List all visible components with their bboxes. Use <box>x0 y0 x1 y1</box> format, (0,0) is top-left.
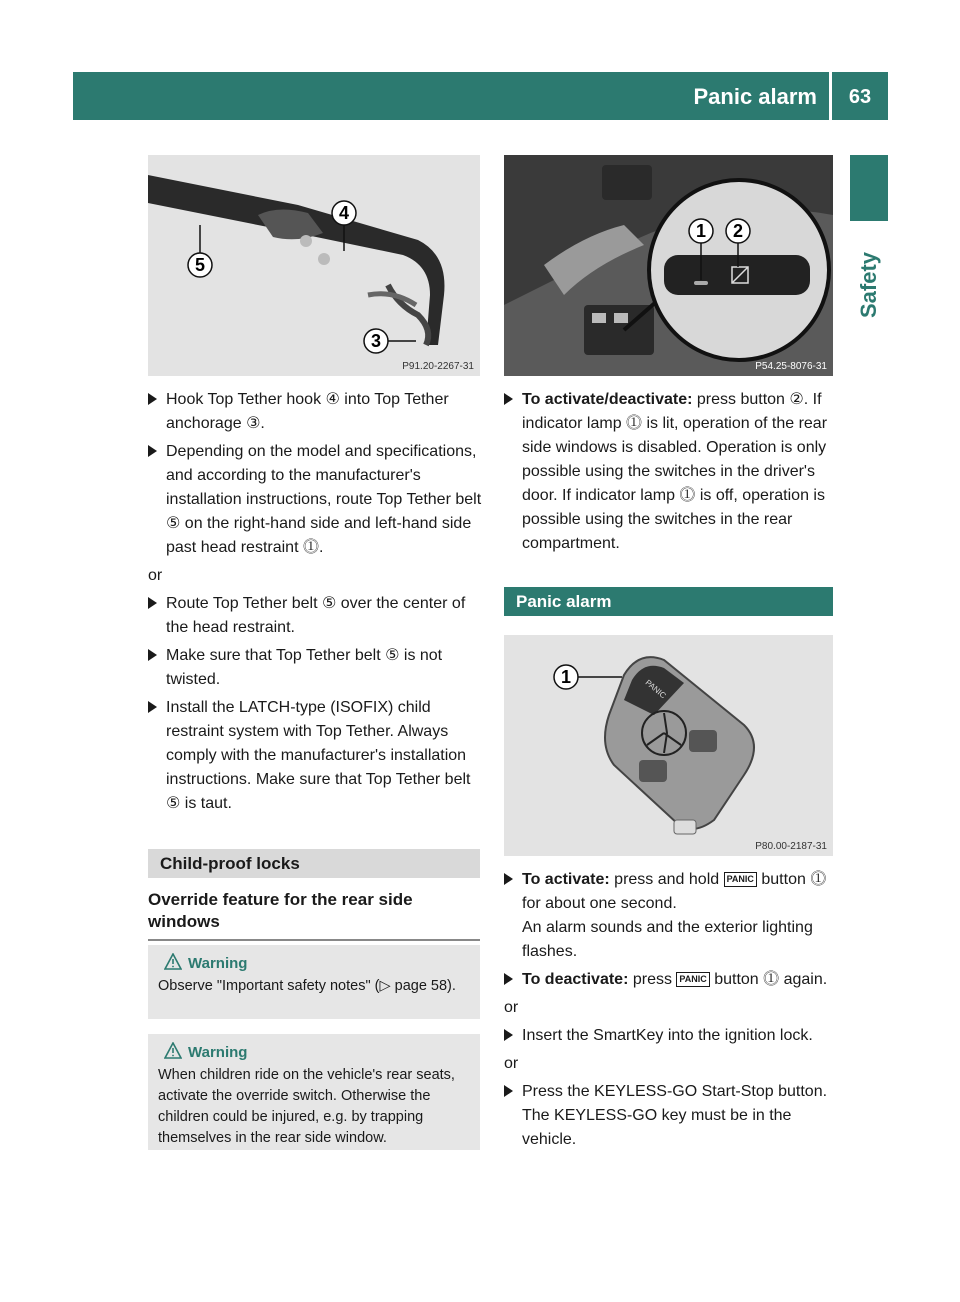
callout-2: 2 <box>732 221 744 241</box>
door-switch-illustration <box>504 155 833 376</box>
step-arrow-icon <box>148 701 157 713</box>
step-arrow-icon <box>504 973 513 985</box>
subheading: Override feature for the rear side windows <box>148 889 480 941</box>
figure-code: P91.20-2267-31 <box>402 361 474 372</box>
instruction-step: To activate: press and hold PANIC button ⓵ for about one second. An alarm sounds and the exterior lighting flashes. <box>504 868 836 964</box>
or-separator: or <box>148 567 163 584</box>
instruction-step: Hook Top Tether hook ④ into Top Tether anchorage ③. <box>148 388 482 436</box>
panic-button-icon: PANIC <box>676 972 709 987</box>
section-title-panic-alarm: Panic alarm <box>504 587 833 616</box>
page-header <box>73 72 888 120</box>
figure-code: P54.25-8076-31 <box>755 361 827 372</box>
callout-3: 3 <box>370 331 382 351</box>
panic-button-icon: PANIC <box>724 872 757 887</box>
step-note: The KEYLESS-GO key must be in the vehicle. <box>522 1107 792 1148</box>
step-arrow-icon <box>504 1085 513 1097</box>
instruction-step: Make sure that Top Tether belt ⑤ is not twisted. <box>148 644 482 692</box>
top-tether-figure <box>148 155 480 376</box>
panic-key-label: PANIC <box>643 677 668 701</box>
instruction-step: Press the KEYLESS-GO Start-Stop button. The KEYLESS-GO key must be in the vehicle. <box>504 1080 836 1152</box>
warning-icon <box>164 953 182 970</box>
smartkey-figure <box>504 635 833 856</box>
callout-1: 1 <box>695 221 707 241</box>
callout-4: 4 <box>338 203 350 223</box>
step-arrow-icon <box>148 393 157 405</box>
instruction-step: To deactivate: press PANIC button ⓵ again. <box>504 968 836 992</box>
instruction-step: To activate/deactivate: press button ②. If indicator lamp ⓵ is lit, operation of the rear side windows is disabled. Operation is only possible using the switches in the driver's door. If indicator lamp ⓵ is off, operation is possible using the switches in the rear compartment. <box>504 388 836 556</box>
right-column-top <box>504 388 836 560</box>
chapter-label: Safety <box>856 251 881 319</box>
warning-text: Observe "Important safety notes" (▷ page 58). <box>158 978 456 994</box>
door-switch-figure <box>504 155 833 376</box>
page-title: Panic alarm <box>693 84 817 109</box>
step-arrow-icon <box>504 873 513 885</box>
or-separator: or <box>504 1055 519 1072</box>
right-column-bottom <box>504 868 836 1156</box>
step-arrow-icon <box>148 445 157 457</box>
instruction-step: Depending on the model and specifications, and according to the manufacturer's installation instructions, route Top Tether belt ⑤ on the right-hand side and left-hand side past head restraint ⓵. <box>148 440 482 560</box>
instruction-step: Route Top Tether belt ⑤ over the center of the head restraint. <box>148 592 482 640</box>
warning-box <box>148 1034 480 1150</box>
left-column <box>148 388 482 820</box>
warning-title: Warning <box>158 953 470 974</box>
callout-1: 1 <box>560 667 572 687</box>
figure-code: P80.00-2187-31 <box>755 841 827 852</box>
step-arrow-icon <box>504 1029 513 1041</box>
section-title-child-proof-locks: Child-proof locks <box>148 849 480 878</box>
step-note: An alarm sounds and the exterior lighting flashes. <box>522 919 813 960</box>
warning-box <box>148 945 480 1019</box>
step-arrow-icon <box>504 393 513 405</box>
instruction-step: Install the LATCH-type (ISOFIX) child restraint system with Top Tether. Always comply with the manufacturer's installation instructions. Make sure that Top Tether belt ⑤ is taut. <box>148 696 482 816</box>
step-arrow-icon <box>148 649 157 661</box>
step-arrow-icon <box>148 597 157 609</box>
instruction-step: Insert the SmartKey into the ignition lock. <box>504 1024 836 1048</box>
page-number: 63 <box>848 86 872 108</box>
or-separator: or <box>504 999 519 1016</box>
callout-5: 5 <box>194 255 206 275</box>
top-tether-illustration <box>148 155 480 376</box>
warning-title: Warning <box>158 1042 470 1063</box>
smartkey-illustration <box>504 635 833 856</box>
chapter-tab <box>850 155 888 221</box>
warning-icon <box>164 1042 182 1059</box>
warning-text: When children ride on the vehicle's rear seats, activate the override switch. Otherwise the children could be injured, e.g. by trapping themselves in the rear side window. <box>158 1067 455 1146</box>
